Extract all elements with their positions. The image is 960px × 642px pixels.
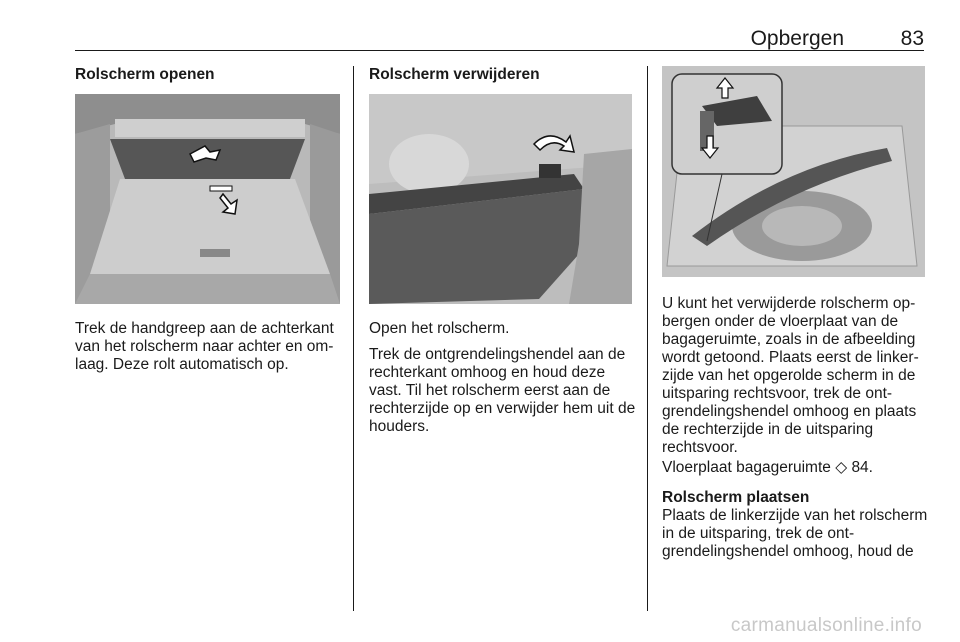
paragraph-store-cover: U kunt het verwijderde rolscherm opbergen onder de vloerplaat van de bagageruimte, zoals in de afbeelding wordt getoond. Plaats eerst de linkerzijde van het opgerolde scherm in de uitsparing rechtsvoor, trek de ontgrendelingshendel omhoog en plaats de rechterzijde in de uitsparing rechtsvoor.	[662, 295, 919, 456]
page-number: 83	[900, 27, 924, 50]
section-title: Opbergen	[750, 27, 844, 50]
heading-install-cover: Rolscherm plaatsen	[662, 489, 810, 506]
heading-open-cover: Rolscherm openen	[75, 66, 215, 83]
figure-remove-cover	[369, 94, 632, 304]
paragraph-remove-cover: Trek de ontgrendelingshendel aan de rechterkant omhoog en houd deze vast. Til het rolscherm eerst aan de rechterzijde op en verwijder hem uit de houders.	[369, 346, 636, 435]
paragraph-install-cover: Plaats de linkerzijde van het rolscherm in de uitsparing, trek de ontgrendelingshendel omhoog, houd de	[662, 507, 928, 560]
column-divider-2	[647, 66, 648, 611]
cross-reference-page: 84.	[851, 459, 873, 476]
figure-open-cover	[75, 94, 340, 304]
header-rule	[75, 50, 924, 51]
reference-arrow-icon: ◇	[835, 459, 848, 476]
watermark: carmanualsonline.info	[730, 615, 922, 636]
paragraph-open-cover-step: Open het rolscherm.	[369, 320, 510, 337]
paragraph-open-cover: Trek de handgreep aan de achterkant van het rolscherm naar achter en omlaag. Deze rolt automatisch op.	[75, 320, 334, 373]
column-divider-1	[353, 66, 354, 611]
cross-reference	[662, 459, 932, 477]
cross-reference-text: Vloerplaat bagageruimte	[662, 459, 831, 476]
figure-store-cover	[662, 66, 925, 277]
heading-remove-cover: Rolscherm verwijderen	[369, 66, 540, 83]
